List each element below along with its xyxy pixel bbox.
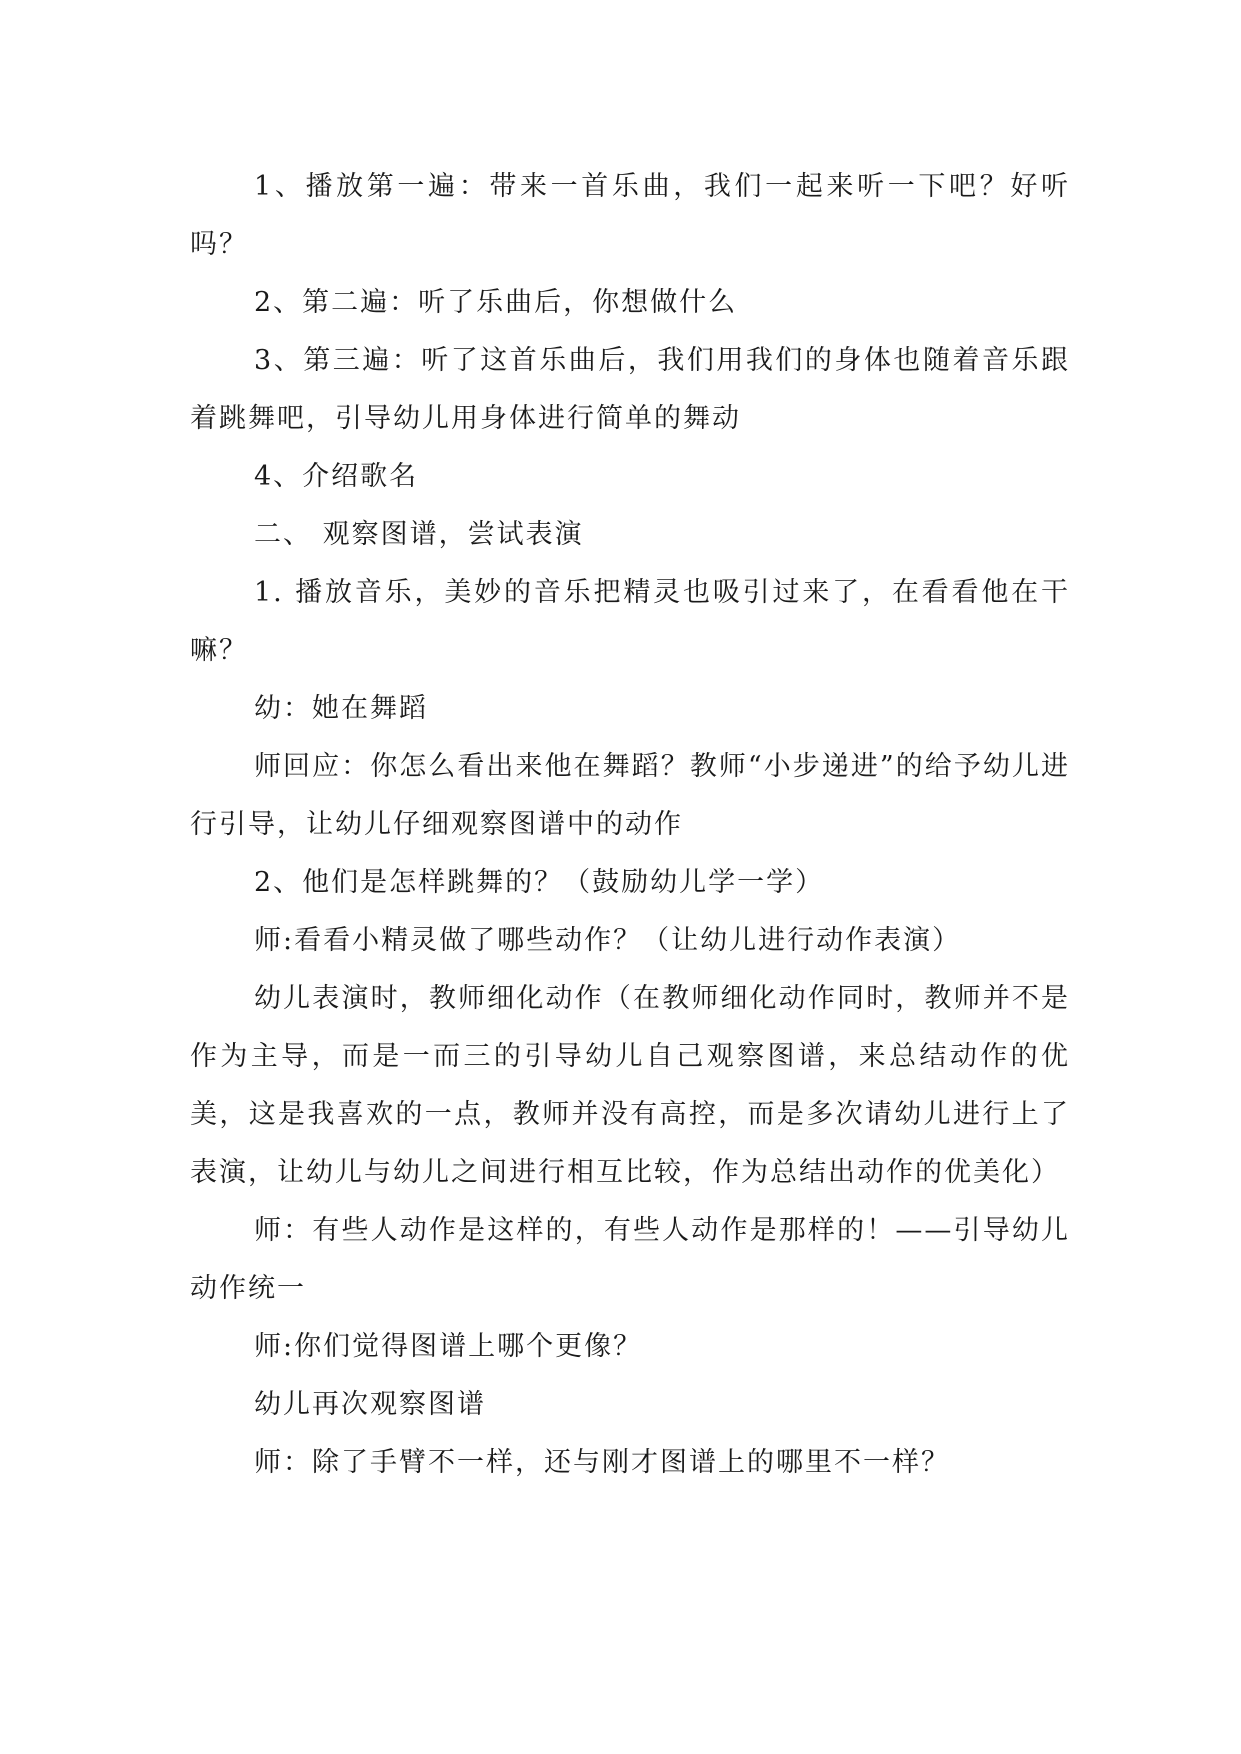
paragraph: 幼儿再次观察图谱	[254, 1389, 486, 1420]
paragraph: 师回应：你怎么看出来他在舞蹈？教师“小步递进”的给予幼儿进行引导，让幼儿仔细观察图谱中的动作	[190, 751, 1070, 840]
document-page	[190, 158, 1070, 1492]
paragraph: 幼儿表演时，教师细化动作（在教师细化动作同时，教师并不是作为主导，而是一而三的引导幼儿自己观察图谱，来总结动作的优美，这是我喜欢的一点，教师并没有高控，而是多次请幼儿进行上了表演，让幼儿与幼儿之间进行相互比较，作为总结出动作的优美化）	[190, 983, 1070, 1188]
paragraph: 4、介绍歌名	[254, 461, 419, 492]
paragraph: 2、第二遍：听了乐曲后，你想做什么	[254, 287, 738, 318]
section-heading: 二、 观察图谱，尝试表演	[254, 519, 584, 550]
paragraph: 师:看看小精灵做了哪些动作？（让幼儿进行动作表演）	[254, 925, 962, 956]
paragraph: 3、第三遍：听了这首乐曲后，我们用我们的身体也随着音乐跟着跳舞吧，引导幼儿用身体进行简单的舞动	[190, 345, 1070, 434]
paragraph: 2、他们是怎样跳舞的？（鼓励幼儿学一学）	[254, 867, 825, 898]
paragraph: 1. 播放音乐，美妙的音乐把精灵也吸引过来了，在看看他在干嘛？	[190, 577, 1070, 666]
paragraph: 师:你们觉得图谱上哪个更像？	[254, 1331, 643, 1362]
paragraph: 幼：她在舞蹈	[254, 693, 428, 724]
paragraph: 师：有些人动作是这样的，有些人动作是那样的！——引导幼儿动作统一	[190, 1215, 1070, 1304]
paragraph: 1、播放第一遍：带来一首乐曲，我们一起来听一下吧？好听吗？	[190, 171, 1070, 260]
paragraph: 师：除了手臂不一样，还与刚才图谱上的哪里不一样？	[254, 1447, 950, 1478]
